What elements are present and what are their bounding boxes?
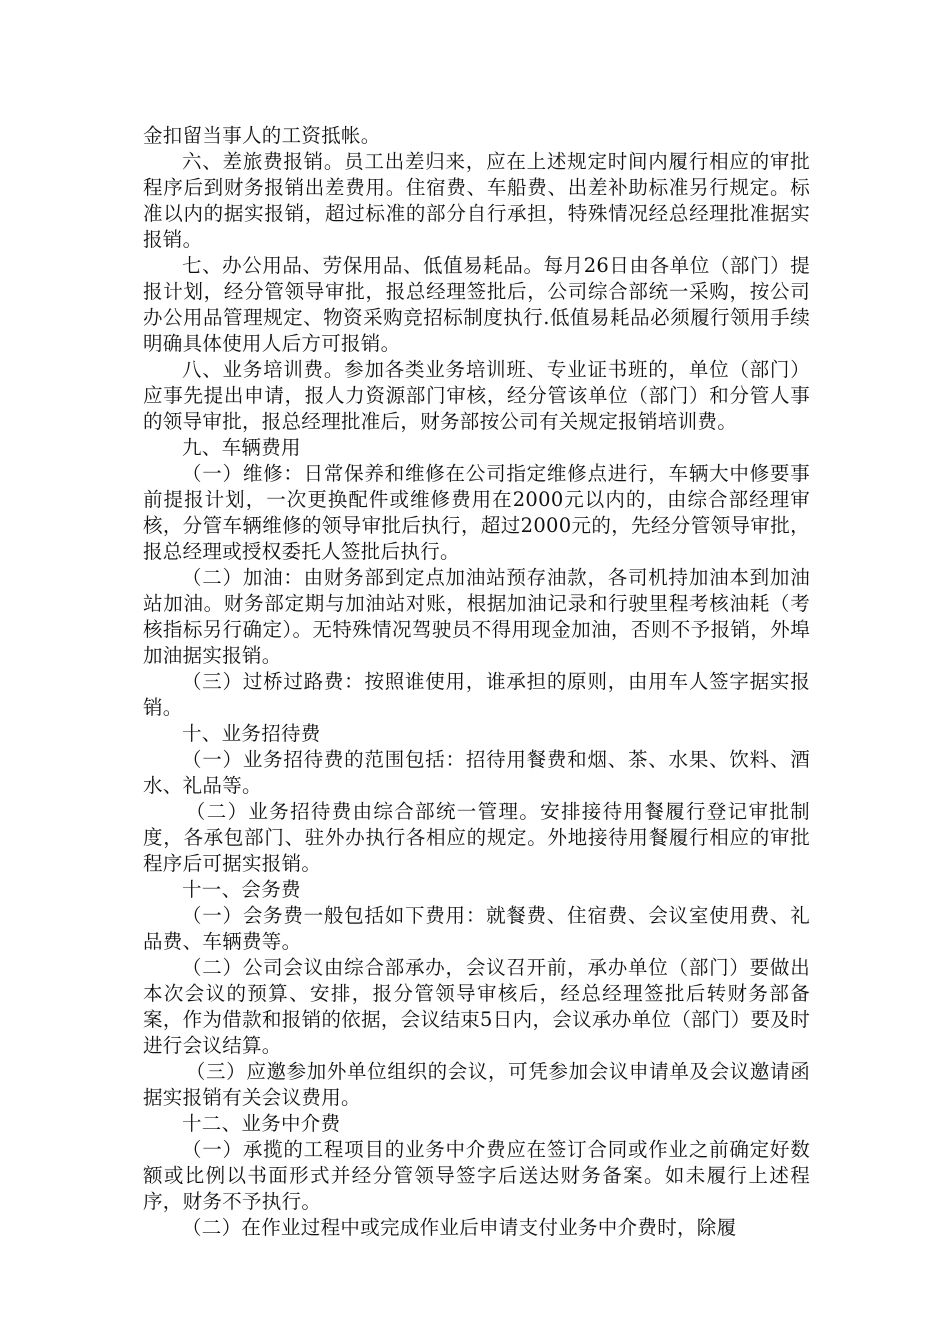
paragraph: （一）业务招待费的范围包括：招待用餐费和烟、茶、水果、饮料、酒水、礼品等。 — [143, 748, 810, 797]
section-heading: 十、业务招待费 — [182, 722, 321, 745]
paragraph: （三）应邀参加外单位组织的会议，可凭参加会议申请单及会议邀请函据实报销有关会议费用。 — [143, 1060, 810, 1109]
paragraph: （二）在作业过程中或完成作业后申请支付业务中介费时，除履 — [182, 1216, 737, 1239]
paragraph: 八、业务培训费。参加各类业务培训班、专业证书班的，单位（部门）应事先提出申请，报人力资源部门审核，经分管该单位（部门）和分管人事的领导审批，报总经理批准后，财务部按公司有关规定报销培训费。 — [143, 358, 810, 433]
paragraph: 七、办公用品、劳保用品、低值易耗品。每月26日由各单位（部门）提报计划，经分管领导审批，报总经理签批后，公司综合部统一采购，按公司办公用品管理规定、物资采购竞招标制度执行.低值易耗品必须履行领用手续明确具体使用人后方可报销。 — [143, 254, 810, 355]
paragraph: （二）加油：由财务部到定点加油站预存油款，各司机持加油本到加油站加油。财务部定期与加油站对账，根据加油记录和行驶里程考核油耗（考核指标另行确定）。无特殊情况驾驶员不得用现金加油，否则不予报销，外埠加油据实报销。 — [143, 566, 810, 667]
document-body — [143, 123, 810, 1241]
paragraph: 金扣留当事人的工资抵帐。 — [143, 124, 381, 147]
paragraph: （二）公司会议由综合部承办，会议召开前，承办单位（部门）要做出本次会议的预算、安排，报分管领导审核后，经总经理签批后转财务部备案，作为借款和报销的依据，会议结束5日内，会议承办单位（部门）要及时进行会议结算。 — [143, 956, 810, 1057]
section-heading: 九、车辆费用 — [182, 436, 301, 459]
paragraph: 六、差旅费报销。员工出差归来，应在上述规定时间内履行相应的审批程序后到财务报销出差费用。住宿费、车船费、出差补助标准另行规定。标准以内的据实报销，超过标准的部分自行承担，特殊情况经总经理批准据实报销。 — [143, 150, 810, 251]
paragraph: （三）过桥过路费：按照谁使用，谁承担的原则，由用车人签字据实报销。 — [143, 670, 810, 719]
section-heading: 十一、会务费 — [182, 878, 301, 901]
section-heading: 十二、业务中介费 — [182, 1112, 341, 1135]
paragraph: （一）承揽的工程项目的业务中介费应在签订合同或作业之前确定好数额或比例以书面形式并经分管领导签字后送达财务备案。如未履行上述程序，财务不予执行。 — [143, 1138, 810, 1213]
paragraph: （二）业务招待费由综合部统一管理。安排接待用餐履行登记审批制度，各承包部门、驻外办执行各相应的规定。外地接待用餐履行相应的审批程序后可据实报销。 — [143, 800, 810, 875]
paragraph: （一）维修：日常保养和维修在公司指定维修点进行，车辆大中修要事前提报计划，一次更换配件或维修费用在2000元以内的，由综合部经理审核，分管车辆维修的领导审批后执行，超过2000元的，先经分管领导审批，报总经理或授权委托人签批后执行。 — [143, 462, 810, 563]
paragraph: （一）会务费一般包括如下费用：就餐费、住宿费、会议室使用费、礼品费、车辆费等。 — [143, 904, 810, 953]
